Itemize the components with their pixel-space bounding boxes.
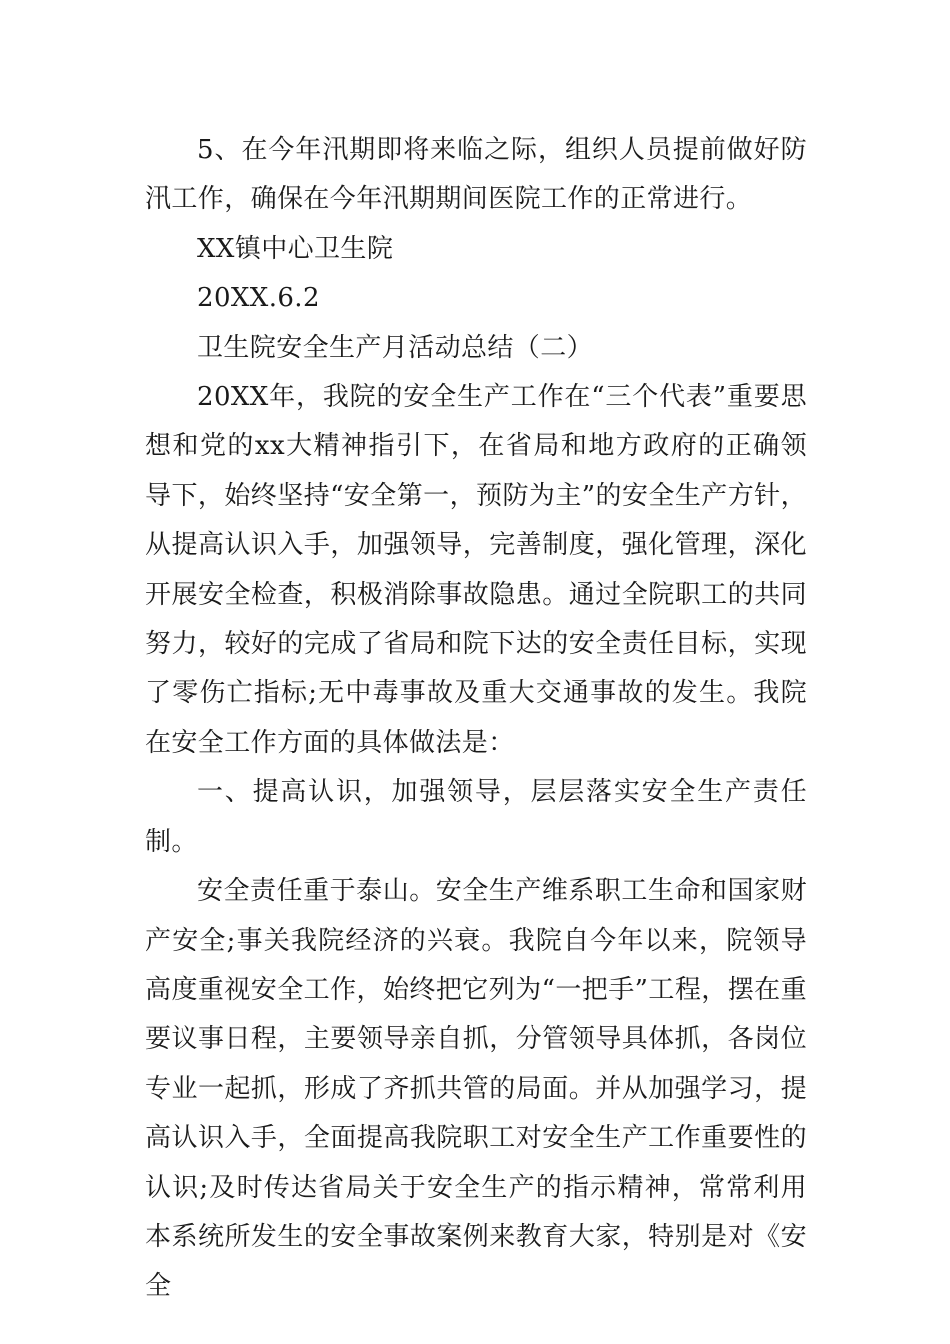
heading-item-one: 一、提高认识，加强领导，层层落实安全生产责任制。	[145, 777, 807, 857]
signature-date: 20XX.6.2	[197, 283, 320, 314]
document-page	[145, 126, 807, 1312]
paragraph-intro: 20XX年，我院的安全生产工作在“三个代表”重要思想和党的xx大精神指引下，在省局和地方政府的正确领导下，始终坚持“安全第一，预防为主”的安全生产方针，从提高认识入手，加强领导，完善制度，强化管理，深化开展安全检查，积极消除事故隐患。通过全院职工的共同努力，较好的完成了省局和院下达的安全责任目标，实现了零伤亡指标;无中毒事故及重大交通事故的发生。我院在安全工作方面的具体做法是：	[145, 382, 807, 758]
paragraph-responsibility: 安全责任重于泰山。安全生产维系职工生命和国家财产安全;事关我院经济的兴衰。我院自今年以来，院领导高度重视安全工作，始终把它列为“一把手”工程，摆在重要议事日程，主要领导亲自抓，分管领导具体抓，各岗位专业一起抓，形成了齐抓共管的局面。并从加强学习，提高认识入手，全面提高我院职工对安全生产工作重要性的认识;及时传达省局关于安全生产的指示精神，常常利用本系统所发生的安全事故案例来教育大家，特别是对《安全	[145, 876, 807, 1302]
paragraph-flood-prevention: 5、在今年汛期即将来临之际，组织人员提前做好防汛工作，确保在今年汛期期间医院工作的正常进行。	[145, 135, 807, 215]
signature-organization: XX镇中心卫生院	[197, 233, 394, 264]
section-title: 卫生院安全生产月活动总结（二）	[197, 332, 594, 363]
